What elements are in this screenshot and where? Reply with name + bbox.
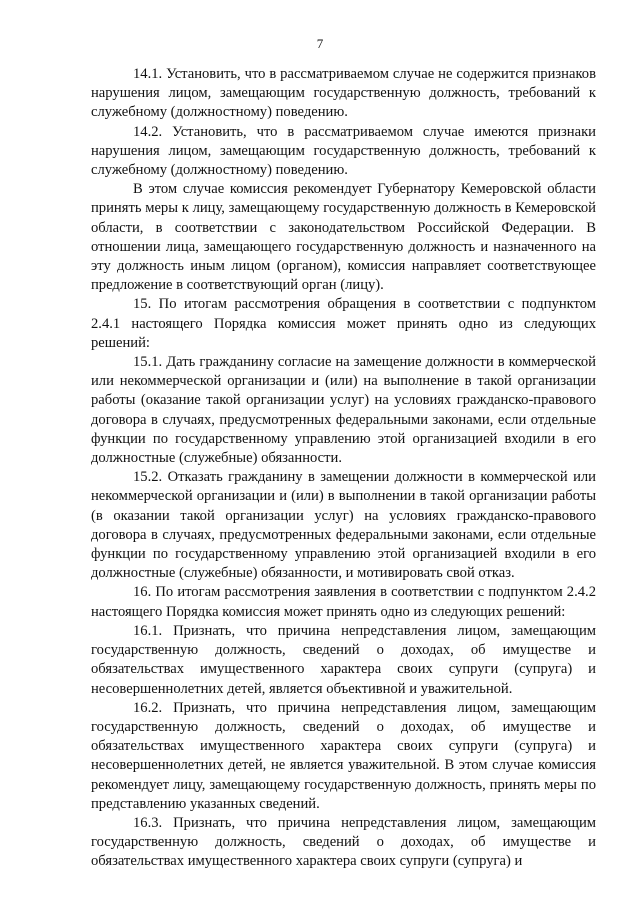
paragraph-15-2: 15.2. Отказать гражданину в замещении должности в коммерческой или некоммерческой организации и (или) в выполнении в такой организации работы (в оказании такой организации услуг) на условиях гражданско-правового договора в случаях, предусмотренных федеральными законами, если отдельные функции по государственному управлению этой организацией входили в его должностные (служебные) обязанности, и мотивировать свой отказ. — [91, 469, 596, 582]
paragraph-15-1: 15.1. Дать гражданину согласие на замещение должности в коммерческой или некоммерческой организации и (или) на выполнение в такой организации работы (оказание такой организации услуг) на условиях гражданско-правового договора в случаях, предусмотренных федеральными законами, если отдельные функции по государственному управлению этой организацией входили в его должностные (служебные) обязанности. — [91, 354, 596, 467]
paragraph-16-1: 16.1. Признать, что причина непредставления лицом, замещающим государственную должность, сведений о доходах, об имуществе и обязательствах имущественного характера своих супруги (супруга) и несовершеннолетних детей, является объективной и уважительной. — [91, 622, 596, 697]
paragraph-16-3: 16.3. Признать, что причина непредставления лицом, замещающим государственную должность, сведений о доходах, об имуществе и обязательствах имущественного характера своих супруги (супруга) и — [91, 814, 596, 870]
paragraph-14-1: 14.1. Установить, что в рассматриваемом случае не содержится признаков нарушения лицом, замещающим государственную должность, требований к служебному (должностному) поведению. — [91, 66, 596, 121]
paragraph-16-2: 16.2. Признать, что причина непредставления лицом, замещающим государственную должность, сведений о доходах, об имуществе и обязательствах имущественного характера своих супруги (супруга) и несовершеннолетних детей, не является уважительной. В этом случае комиссия рекомендует лицу, замещающему государственную должность, принять меры по представлению указанных сведений. — [91, 699, 596, 812]
page-number: 7 — [316, 36, 324, 51]
paragraph-15: 15. По итогам рассмотрения обращения в соответствии с подпунктом 2.4.1 настоящего Порядка комиссия может принять одно из следующих решений: — [91, 296, 596, 351]
paragraph-commission-recommendation: В этом случае комиссия рекомендует Губернатору Кемеровской области принять меры к лицу, замещающему государственную должность в Кемеровской области, в соответствии с законодательством Российской Федерации. В отношении лица, замещающего государственную должность и назначенного на эту должность иным лицом (органом), комиссия направляет соответствующее предложение в соответствующий орган (лицу). — [91, 181, 596, 294]
paragraph-14-2: 14.2. Установить, что в рассматриваемом случае имеются признаки нарушения лицом, замещающим государственную должность, требований к служебному (должностному) поведению. — [91, 123, 596, 179]
document-body — [91, 65, 596, 872]
paragraph-16: 16. По итогам рассмотрения заявления в соответствии с подпунктом 2.4.2 настоящего Порядка комиссия может принять одно из следующих решений: — [91, 584, 596, 620]
